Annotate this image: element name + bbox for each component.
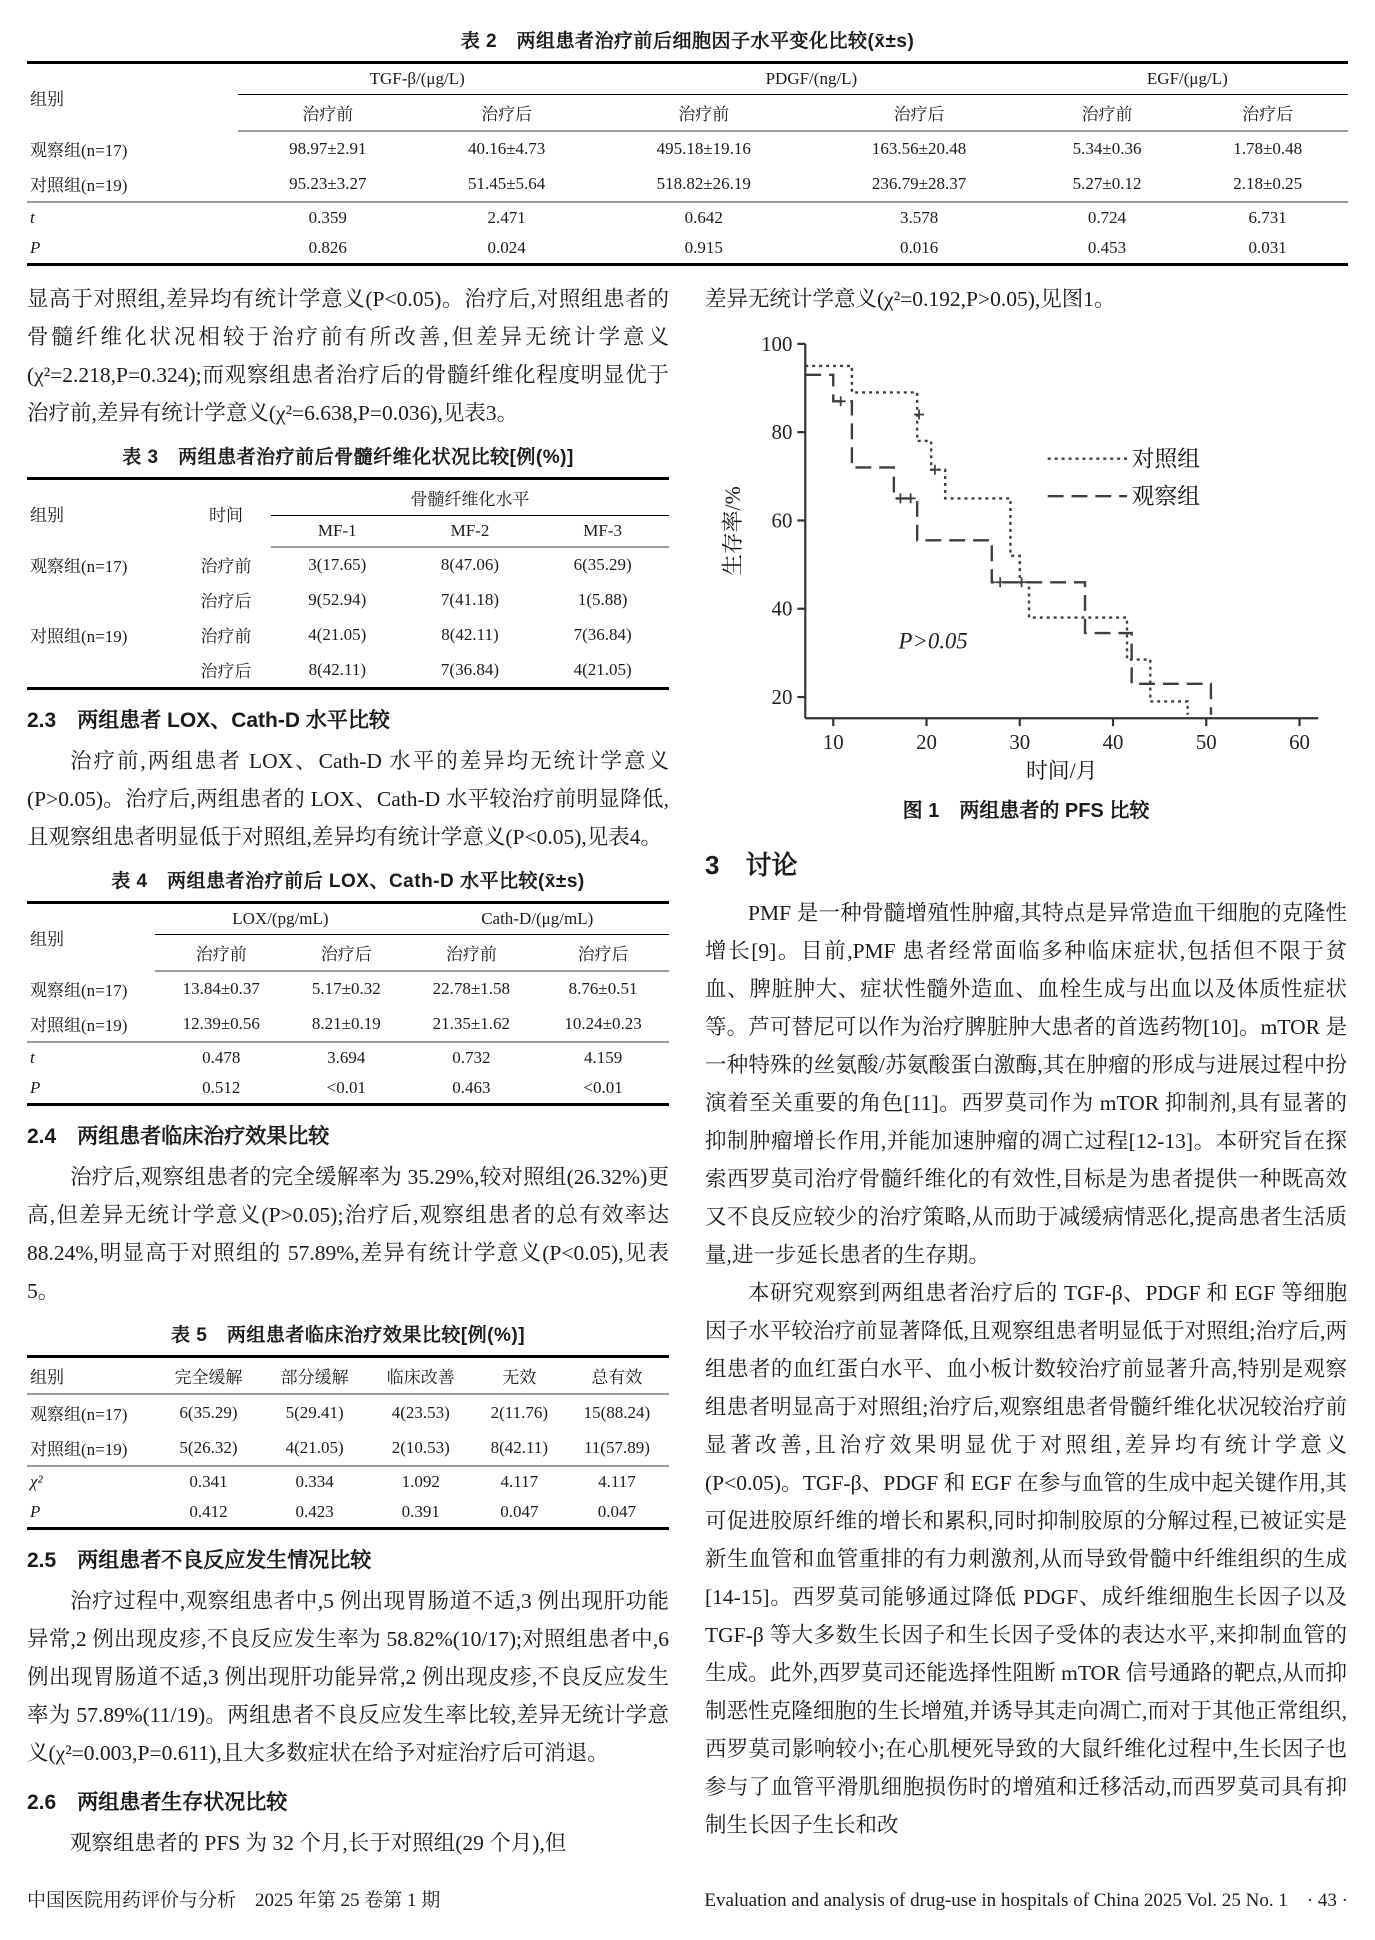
table-cell: 40.16±4.73: [467, 139, 546, 158]
table-cell: 0.047: [500, 1502, 539, 1521]
table-cell: 0.341: [189, 1472, 228, 1491]
table-cell: 2.18±0.25: [1187, 166, 1348, 202]
table-cell: 236.79±28.37: [811, 166, 1026, 202]
legend-label-对照组: 对照组: [1131, 446, 1200, 472]
table-cell: 0.463: [452, 1078, 491, 1097]
table5-header: 总有效: [565, 1357, 669, 1395]
table-row: [27, 547, 669, 582]
row-label: P: [30, 1078, 41, 1097]
table-3: [27, 477, 669, 690]
table3-title: 表 3 两组患者治疗前后骨髓纤维化状况比较[例(%)]: [122, 447, 574, 468]
table-cell: 0.453: [1087, 238, 1127, 257]
table2-subheader: 治疗后: [1187, 95, 1348, 132]
kaplan-meier-plot: [714, 328, 1339, 782]
table3-header-group: 组别: [30, 506, 64, 525]
row-label: 对照组(n=19): [27, 1430, 155, 1466]
table-cell: 治疗前: [200, 627, 252, 646]
table-row: [27, 1042, 669, 1073]
table2-subheader: 治疗后: [417, 95, 596, 132]
table5-header: 临床改善: [368, 1357, 474, 1395]
table5-header: 无效: [474, 1357, 565, 1395]
row-label: 观察组(n=17): [30, 141, 128, 160]
table2-title: 表 2 两组患者治疗前后细胞因子水平变化比较(x̄±s): [460, 31, 915, 52]
y-axis-label: 生存率/%: [720, 486, 745, 576]
table-cell: 5.17±0.32: [311, 979, 381, 998]
table-cell: 8(42.11): [308, 659, 367, 679]
paragraph: PMF 是一种骨髓增殖性肿瘤,其特点是异常造血干细胞的克隆性增长[9]。目前,PMF 患者经常面临多种临床症状,包括但不限于贫血、脾脏肿大、症状性髓外造血、血栓生成与出血以及体质性症状等。芦可替尼可以作为治疗脾脏肿大患者的首选药物[10]。mTOR 是一种特殊的丝氨酸/苏氨酸蛋白激酶,其在肿瘤的形成与进展过程中扮演着至关重要的角色[11]。西罗莫司作为 mTOR 抑制剂,具有显著的抑制肿瘤增长作用,并能加速肿瘤的凋亡过程[12-13]。本研究旨在探索西罗莫司治疗骨髓纤维化的有效性,目标是为患者提供一种既高效又不良反应较少的治疗策略,从而助于减缓病情恶化,提高患者生活质量,进一步延长患者的生存期。: [705, 901, 1347, 1268]
table-row: [27, 202, 1348, 233]
table-cell: 0.512: [202, 1078, 241, 1097]
table-cell: 4(23.53): [391, 1402, 450, 1422]
table-cell: 10.24±0.23: [537, 1006, 669, 1042]
table-cell: 3(17.65): [308, 555, 367, 574]
left-column: [27, 280, 669, 1862]
row-label: 对照组(n=19): [27, 1006, 155, 1042]
table-cell: 495.18±19.16: [656, 139, 751, 158]
table2-group-tgf: TGF-β/(μg/L): [238, 63, 596, 95]
table-cell: 95.23±3.27: [238, 166, 417, 202]
table-cell: 7(36.84): [440, 659, 499, 679]
footer-journal-cn: 中国医院用药评价与分析 2025 年第 25 卷第 1 期: [27, 1890, 441, 1911]
paragraph: 治疗过程中,观察组患者中,5 例出现胃肠道不适,3 例出现肝功能异常,2 例出现皮疹,不良反应发生率为 58.82%(10/17);对照组患者中,6 例出现胃肠道不适,3 例出现肝功能异常,2 例出现皮疹,不良反应发生率为 57.89%(11/19)。两组患者不良反应发生率比较,差异无统计学意义(χ²=0.003,P=0.611),且大多数症状在给予对症治疗后可消退。: [27, 1589, 669, 1765]
table3-spanner: 骨髓纤维化水平: [271, 479, 669, 516]
x-tick-label: 60: [1288, 729, 1310, 754]
section-heading-2-4: 2.4 两组患者临床治疗效果比较: [27, 1125, 330, 1148]
x-tick-label: 40: [1102, 729, 1123, 754]
table3-header-time: 时间: [209, 506, 244, 525]
table-cell: 0.478: [202, 1048, 241, 1067]
row-label: 对照组(n=19): [27, 166, 238, 202]
table-cell: 0.024: [487, 238, 526, 257]
table-cell: 98.97±2.91: [289, 139, 367, 158]
km-curve-观察组: [805, 375, 1211, 715]
y-tick-label: 100: [760, 331, 792, 356]
table-cell: 12.39±0.56: [155, 1006, 287, 1042]
table-cell: 治疗后: [200, 662, 252, 681]
table-cell: 3.578: [899, 208, 939, 227]
table-cell: 21.35±1.62: [405, 1006, 537, 1042]
section-heading-2-5: 2.5 两组患者不良反应发生情况比较: [27, 1549, 372, 1572]
y-tick-label: 60: [771, 508, 792, 533]
table-cell: 0.642: [684, 208, 723, 227]
row-label: t: [30, 208, 35, 227]
table-cell: 163.56±20.48: [871, 139, 967, 158]
table-cell: 9(52.94): [308, 589, 367, 609]
paragraph: 治疗前,两组患者 LOX、Cath-D 水平的差异均无统计学意义(P>0.05)。治疗后,两组患者的 LOX、Cath-D 水平较治疗前明显降低,且观察组患者明显低于对照组,差异均有统计学意义(P<0.05),见表4。: [27, 749, 669, 849]
row-label: P: [30, 238, 41, 257]
table-cell: 4.159: [583, 1048, 623, 1067]
section-heading-2-3: 2.3 两组患者 LOX、Cath-D 水平比较: [27, 709, 390, 732]
row-label: t: [30, 1048, 35, 1067]
paragraph: 治疗后,观察组患者的完全缓解率为 35.29%,较对照组(26.32%)更高,但差异无统计学意义(P>0.05);治疗后,观察组患者的总有效率达 88.24%,明显高于对照组的 57.89%,差异有统计学意义(P<0.05),见表5。: [27, 1165, 669, 1303]
km-curve-对照组: [805, 366, 1187, 715]
table-row: [27, 1430, 669, 1466]
y-tick-label: 40: [771, 596, 792, 621]
figure-1-caption: 图 1 两组患者的 PFS 比较: [902, 800, 1150, 823]
table-row: [27, 652, 669, 689]
table-cell: 8(47.06): [440, 555, 499, 574]
table-cell: 8.21±0.19: [287, 1006, 405, 1042]
table-cell: 2.471: [487, 208, 526, 227]
row-label: 对照组(n=19): [30, 627, 128, 646]
table-cell: 2(11.76): [490, 1402, 549, 1422]
table-cell: 0.047: [597, 1502, 637, 1521]
x-tick-label: 20: [915, 729, 937, 754]
table3-subheader: MF-1: [271, 516, 404, 548]
table-cell: 0.334: [295, 1472, 334, 1491]
table-cell: 4(21.05): [262, 1430, 368, 1466]
table-row: [27, 1394, 669, 1430]
table-cell: 0.423: [295, 1502, 334, 1521]
table4-subheader: 治疗后: [287, 935, 405, 972]
table-cell: 0.724: [1087, 208, 1127, 227]
table-cell: 13.84±0.37: [182, 979, 260, 998]
table4-group-cathd: Cath-D/(μg/mL): [405, 903, 669, 935]
table4-subheader: 治疗前: [155, 935, 287, 972]
table-cell: 6(35.29): [179, 1402, 238, 1422]
table-cell: 4.117: [500, 1472, 539, 1491]
table2-header-group: 组别: [30, 90, 64, 109]
table2-group-pdgf: PDGF/(ng/L): [596, 63, 1027, 95]
table2-subheader: 治疗前: [596, 95, 811, 132]
table2-subheader: 治疗前: [1027, 95, 1188, 132]
table5-header: 组别: [27, 1357, 155, 1395]
row-label: 观察组(n=17): [30, 1405, 128, 1424]
table-cell: 22.78±1.58: [432, 979, 510, 998]
right-column: [705, 280, 1347, 1862]
table-cell: 8.76±0.51: [568, 979, 638, 998]
table4-subheader: 治疗后: [537, 935, 669, 972]
table-cell: 5.27±0.12: [1027, 166, 1188, 202]
table-cell: 1(5.88): [577, 589, 628, 609]
y-tick-label: 20: [771, 684, 792, 709]
table-cell: 0.359: [308, 208, 347, 227]
table-cell: 8(42.11): [441, 624, 499, 644]
y-tick-label: 80: [771, 420, 792, 445]
x-axis-label: 时间/月: [1025, 758, 1097, 783]
table-5: [27, 1355, 669, 1530]
table-cell: 0.391: [401, 1502, 440, 1521]
table-cell: 0.826: [308, 238, 347, 257]
row-label: [27, 652, 181, 689]
table-cell: 11(57.89): [565, 1430, 669, 1466]
table-4: [27, 901, 669, 1106]
table4-header-group: 组别: [30, 930, 64, 949]
footer-journal-en: Evaluation and analysis of drug-use in hospitals of China 2025 Vol. 25 No. 1 · 43 ·: [704, 1890, 1348, 1911]
p-value-annotation: P>0.05: [898, 628, 968, 654]
table4-title: 表 4 两组患者治疗前后 LOX、Cath-D 水平比较(x̄±s): [111, 871, 585, 892]
page-footer: [27, 1885, 1348, 1912]
row-label: P: [30, 1502, 41, 1521]
table-cell: 4(21.05): [573, 659, 632, 679]
x-tick-label: 10: [822, 729, 844, 754]
table-cell: 6.731: [1248, 208, 1287, 227]
table2-subheader: 治疗前: [238, 95, 417, 132]
table5-header: 部分缓解: [262, 1357, 368, 1395]
row-label: 观察组(n=17): [30, 981, 128, 1000]
table-row: [27, 1497, 669, 1529]
table4-group-lox: LOX/(pg/mL): [155, 903, 405, 935]
table-cell: 518.82±26.19: [596, 166, 811, 202]
legend-label-观察组: 观察组: [1131, 484, 1200, 510]
table2-group-egf: EGF/(μg/L): [1027, 63, 1348, 95]
table-cell: <0.01: [583, 1078, 623, 1097]
section-heading-2-6: 2.6 两组患者生存状况比较: [27, 1791, 288, 1814]
table-cell: 0.016: [899, 238, 939, 257]
table-cell: 7(36.84): [573, 624, 632, 644]
table-cell: 6(35.29): [573, 555, 632, 574]
table-row: [27, 582, 669, 617]
table-row: [27, 1006, 669, 1042]
table-cell: 治疗前: [200, 557, 252, 576]
table-cell: 15(88.24): [583, 1402, 651, 1422]
table-cell: 3.694: [327, 1048, 366, 1067]
x-tick-label: 30: [1008, 729, 1030, 754]
table-row: [27, 166, 1348, 202]
table-cell: 1.78±0.48: [1233, 139, 1303, 158]
table-row: [27, 233, 1348, 265]
table-cell: 8(42.11): [474, 1430, 565, 1466]
table-row: [27, 1466, 669, 1497]
table5-title: 表 5 两组患者临床治疗效果比较[例(%)]: [170, 1325, 526, 1346]
table-cell: 5(29.41): [285, 1402, 344, 1422]
table-row: [27, 131, 1348, 166]
figure-1-pfs-plot: [705, 328, 1347, 823]
table4-subheader: 治疗前: [405, 935, 537, 972]
table-cell: 5.34±0.36: [1072, 139, 1142, 158]
table-cell: 0.412: [189, 1502, 228, 1521]
table-cell: 2(10.53): [368, 1430, 474, 1466]
table-cell: <0.01: [326, 1078, 366, 1097]
table-cell: 1.092: [401, 1472, 440, 1491]
row-label: [27, 582, 181, 617]
table-row: [27, 617, 669, 652]
table-row: [27, 971, 669, 1006]
paragraph: 显高于对照组,差异均有统计学意义(P<0.05)。治疗后,对照组患者的骨髓纤维化状况相较于治疗前有所改善,但差异无统计学意义(χ²=2.218,P=0.324);而观察组患者治疗后的骨髓纤维化程度明显优于治疗前,差异有统计学意义(χ²=6.638,P=0.036),见表3。: [27, 287, 669, 425]
table-cell: 0.031: [1248, 238, 1287, 257]
row-label: χ²: [30, 1472, 43, 1491]
table5-header: 完全缓解: [155, 1357, 261, 1395]
table-cell: 5(26.32): [155, 1430, 261, 1466]
paragraph: 观察组患者的 PFS 为 32 个月,长于对照组(29 个月),但: [70, 1831, 567, 1855]
table-cell: 7(41.18): [440, 589, 499, 609]
paragraph: 差异无统计学意义(χ²=0.192,P>0.05),见图1。: [705, 287, 1116, 311]
table-cell: 4(21.05): [308, 624, 367, 644]
table-cell: 4.117: [598, 1472, 636, 1491]
table2-subheader: 治疗后: [811, 95, 1026, 132]
x-tick-label: 50: [1195, 729, 1217, 754]
paragraph: 本研究观察到两组患者治疗后的 TGF-β、PDGF 和 EGF 等细胞因子水平较治疗前显著降低,且观察组患者明显低于对照组;治疗后,两组患者的血红蛋白水平、血小板计数较治疗前显著升高,特别是观察组患者明显高于对照组;治疗后,观察组患者骨髓纤维化状况较治疗前显著改善,且治疗效果明显优于对照组,差异均有统计学意义(P<0.05)。TGF-β、PDGF 和 EGF 在参与血管的生成中起关键作用,其可促进胶原纤维的增长和累积,同时抑制胶原的分解过程,已被证实是新生血管和血管重排的有力刺激剂,从而导致骨髓中纤维组织的生成[14-15]。西罗莫司能够通过降低 PDGF、成纤维细胞生长因子以及 TGF-β 等大多数生长因子和生长因子受体的表达水平,来抑制血管的生成。此外,西罗莫司还能选择性阻断 mTOR 信号通路的靶点,从而抑制恶性克隆细胞的生长增殖,并诱导其走向凋亡,而对于其他正常组织,西罗莫司影响较小;在心肌梗死导致的大鼠纤维化过程中,生长因子也参与了血管平滑肌细胞损伤时的增殖和迁移活动,而西罗莫司具有抑制生长因子生长和改: [705, 1281, 1347, 1838]
table-cell: 治疗后: [200, 592, 252, 611]
table3-subheader: MF-3: [536, 516, 669, 548]
table-cell: 51.45±5.64: [417, 166, 596, 202]
table-cell: 0.732: [452, 1048, 491, 1067]
table3-subheader: MF-2: [404, 516, 537, 548]
table-cell: 0.915: [684, 238, 723, 257]
section-heading-3: 3 讨论: [705, 850, 798, 881]
table-row: [27, 1073, 669, 1105]
row-label: 观察组(n=17): [30, 557, 128, 576]
table-2: [27, 61, 1348, 266]
